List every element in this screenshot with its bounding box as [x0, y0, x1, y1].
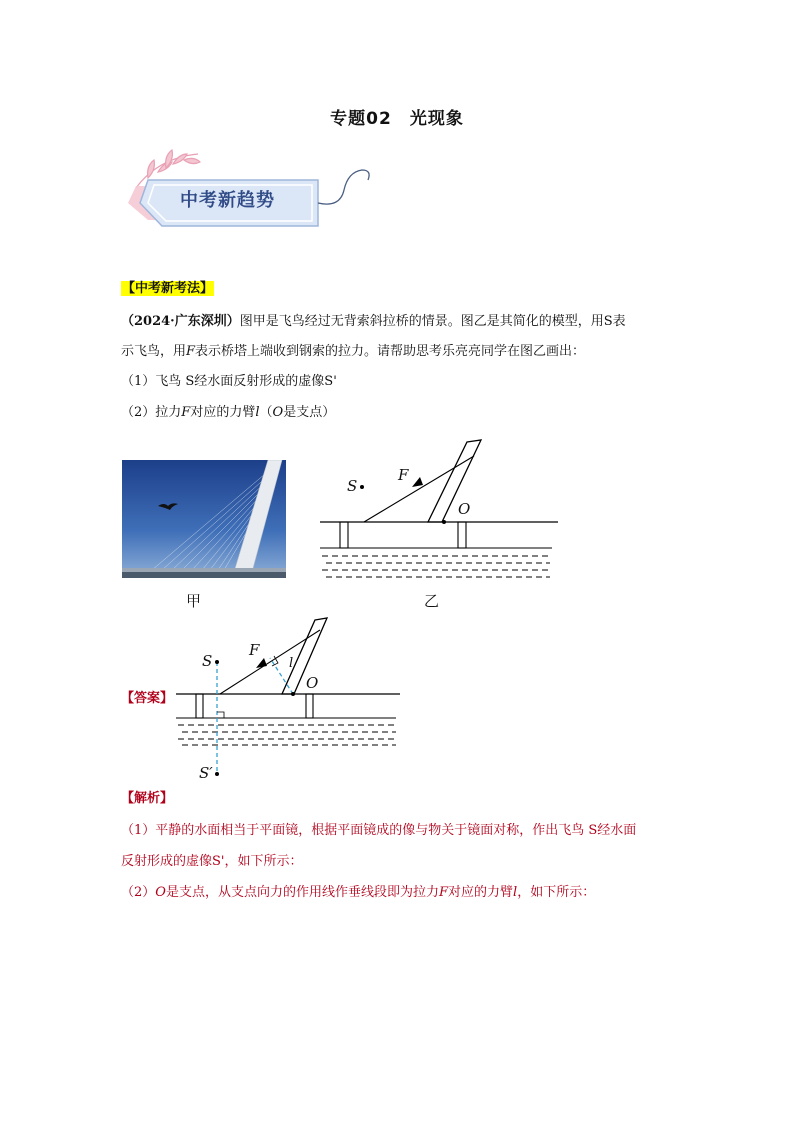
- point-s-prime-dot: [215, 772, 219, 776]
- pivot-o-dot: [291, 692, 295, 696]
- figure-yi-label-s: S: [347, 477, 358, 495]
- answer-label-o: O: [306, 674, 319, 692]
- page-title: 专题02 光现象: [330, 109, 464, 129]
- pivot-o-dot: [442, 520, 446, 524]
- figure-yi-diagram: [316, 436, 566, 586]
- question-stem-line2: 示飞鸟，用F表示桥塔上端收到钢索的拉力。请帮助思考乐亮亮同学在图乙画出：: [121, 344, 586, 359]
- analysis-tag: 【解析】: [121, 791, 174, 806]
- bridge-photo: [122, 460, 286, 578]
- figure-yi-caption: 乙: [424, 592, 440, 610]
- answer-label-f: F: [249, 641, 260, 659]
- question-tag: 【中考新考法】: [122, 281, 214, 296]
- question-item-1: （1）飞鸟 S经水面反射形成的虚像S': [121, 374, 337, 389]
- answer-label-s-prime: S′: [199, 764, 213, 782]
- question-item-2: （2）拉力F对应的力臂l（O是支点）: [121, 405, 336, 420]
- point-s-dot: [215, 660, 219, 664]
- answer-label-s: S: [202, 652, 213, 670]
- force-arrow-icon: [412, 477, 423, 487]
- question-source: （2024·广东深圳）: [121, 314, 240, 329]
- answer-diagram: [176, 614, 406, 786]
- banner-label: 中考新趋势: [180, 190, 275, 211]
- figure-yi-label-f: F: [398, 466, 409, 484]
- figure-yi-label-o: O: [458, 500, 471, 518]
- analysis-p1-line2: 反射形成的虚像S'，如下所示：: [121, 854, 303, 869]
- figure-jia-caption: 甲: [186, 592, 202, 610]
- point-s-dot: [360, 485, 364, 489]
- analysis-p2: （2）O是支点，从支点向力的作用线作垂线段即为拉力F对应的力臂l，如下所示：: [121, 885, 596, 900]
- answer-tag: 【答案】: [121, 691, 174, 706]
- analysis-p1-line1: （1）平静的水面相当于平面镜，根据平面镜成的像与物关于镜面对称，作出飞鸟 S经水面: [121, 823, 637, 838]
- answer-label-l: l: [289, 656, 294, 671]
- question-stem-line1: （2024·广东深圳）图甲是飞鸟经过无背索斜拉桥的情景。图乙是其简化的模型，用S表: [121, 314, 626, 329]
- force-arrow-icon: [256, 658, 267, 668]
